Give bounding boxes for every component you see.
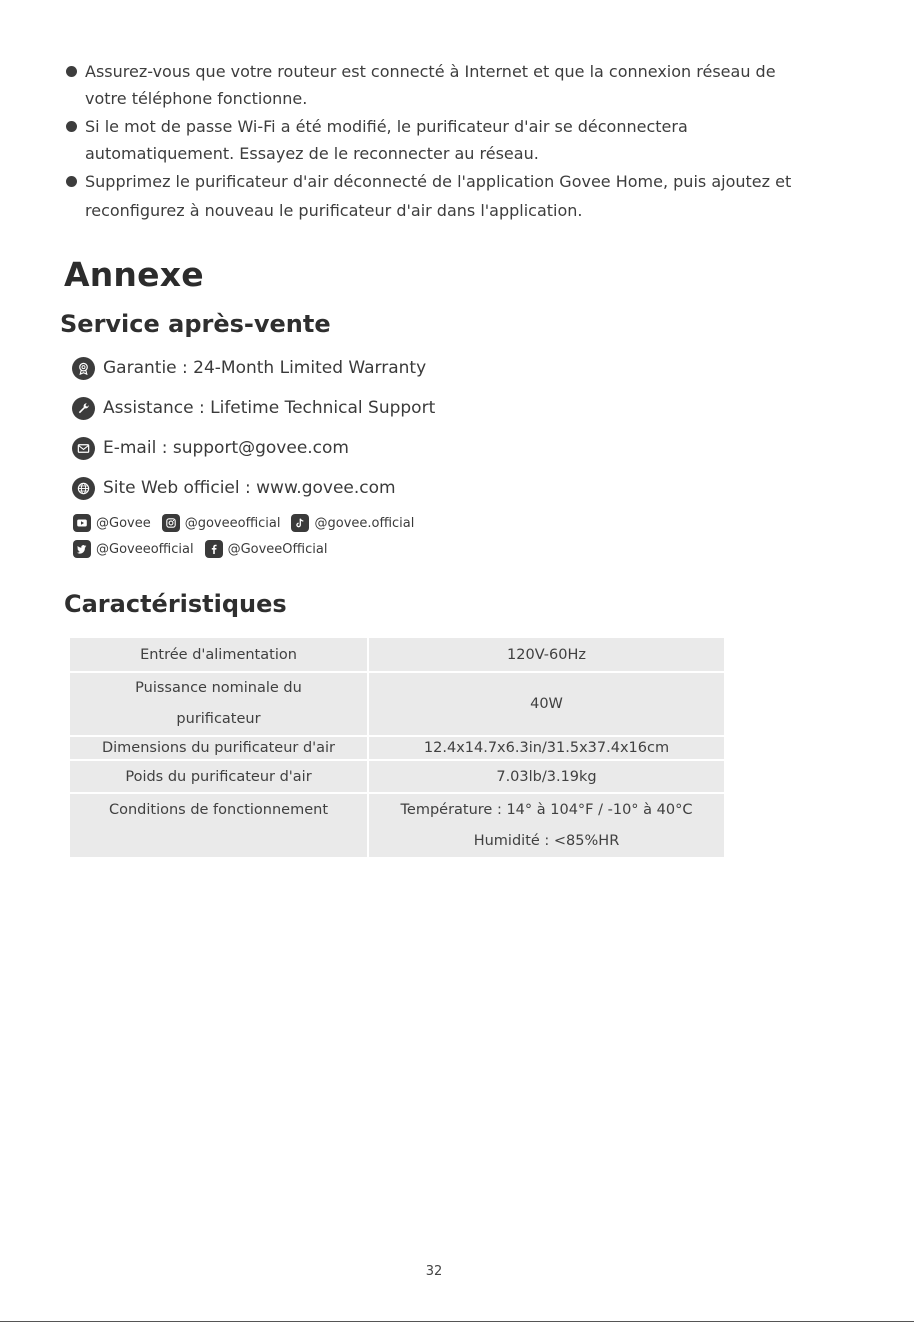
wrench-icon xyxy=(72,397,95,420)
facebook-icon xyxy=(205,540,223,558)
spec-key: Poids du purificateur d'air xyxy=(70,761,369,794)
table-row xyxy=(70,794,724,859)
social-handle: @Goveeofficial xyxy=(96,541,194,557)
table-row xyxy=(70,737,724,761)
globe-icon xyxy=(72,477,95,500)
social-row xyxy=(73,510,425,536)
bullet-text: Assurez-vous que votre routeur est connecté à Internet et que la connexion réseau de xyxy=(85,62,776,81)
service-item-email xyxy=(72,428,435,468)
specs-table xyxy=(70,638,724,859)
social-handle: @goveeofficial xyxy=(184,515,281,531)
spec-value xyxy=(369,794,724,859)
table-row xyxy=(70,638,724,673)
warranty-badge-icon xyxy=(72,357,95,380)
instagram-icon xyxy=(162,514,180,532)
bullet-text-cont: reconfigurez à nouveau le purificateur d'air dans l'application. xyxy=(85,201,583,220)
service-item-text: Site Web officiel : www.govee.com xyxy=(103,478,396,498)
spec-key-line: purificateur xyxy=(176,711,261,727)
social-row xyxy=(73,536,425,562)
spec-value-line: Humidité : <85%HR xyxy=(473,833,620,849)
spec-key: Entrée d'alimentation xyxy=(70,638,369,673)
service-list xyxy=(72,348,435,508)
social-handle: @Govee xyxy=(96,515,151,531)
service-item-warranty xyxy=(72,348,435,388)
table-row xyxy=(70,761,724,794)
spec-key: Conditions de fonctionnement xyxy=(70,794,369,859)
social-handle: @GoveeOfficial xyxy=(227,541,328,557)
service-item-support xyxy=(72,388,435,428)
social-twitter[interactable] xyxy=(73,540,194,558)
service-item-text: E-mail : support@govee.com xyxy=(103,438,349,458)
spec-value: 12.4x14.7x6.3in/31.5x37.4x16cm xyxy=(369,737,724,761)
bullet-text-cont: automatiquement. Essayez de le reconnecter au réseau. xyxy=(85,144,539,163)
troubleshooting-list xyxy=(66,58,886,224)
bullet-text-cont: votre téléphone fonctionne. xyxy=(85,89,308,108)
social-facebook[interactable] xyxy=(205,540,328,558)
spec-value: 7.03lb/3.19kg xyxy=(369,761,724,794)
social-instagram[interactable] xyxy=(162,514,281,532)
bullet-item xyxy=(66,58,886,112)
mail-icon xyxy=(72,437,95,460)
tiktok-icon xyxy=(291,514,309,532)
bullet-dot-icon xyxy=(66,66,77,77)
spec-value-line: Température : 14° à 104°F / -10° à 40°C xyxy=(400,802,693,818)
social-tiktok[interactable] xyxy=(291,514,414,532)
spec-value: 40W xyxy=(369,673,724,737)
bullet-text: Supprimez le purificateur d'air déconnecté de l'application Govee Home, puis ajoutez et xyxy=(85,172,792,191)
specs-heading: Caractéristiques xyxy=(64,590,287,618)
bullet-dot-icon xyxy=(66,121,77,132)
table-row xyxy=(70,673,724,737)
spec-key: Dimensions du purificateur d'air xyxy=(70,737,369,761)
bullet-dot-icon xyxy=(66,176,77,187)
service-item-website xyxy=(72,468,435,508)
bullet-item xyxy=(66,168,886,224)
service-heading: Service après-vente xyxy=(60,310,331,338)
service-item-text: Assistance : Lifetime Technical Support xyxy=(103,398,436,418)
twitter-icon xyxy=(73,540,91,558)
page-number: 32 xyxy=(425,1264,443,1279)
annexe-heading: Annexe xyxy=(64,255,204,294)
spec-key-line: Puissance nominale du xyxy=(135,680,302,696)
social-handle: @govee.official xyxy=(314,515,415,531)
bottom-divider xyxy=(0,1321,914,1322)
bullet-text: Si le mot de passe Wi-Fi a été modifié, le purificateur d'air se déconnectera xyxy=(85,117,688,136)
bullet-item xyxy=(66,113,886,167)
social-youtube[interactable] xyxy=(73,514,151,532)
service-item-text: Garantie : 24-Month Limited Warranty xyxy=(103,358,427,378)
spec-key xyxy=(70,673,369,737)
social-links xyxy=(73,510,425,562)
youtube-icon xyxy=(73,514,91,532)
spec-value: 120V-60Hz xyxy=(369,638,724,673)
